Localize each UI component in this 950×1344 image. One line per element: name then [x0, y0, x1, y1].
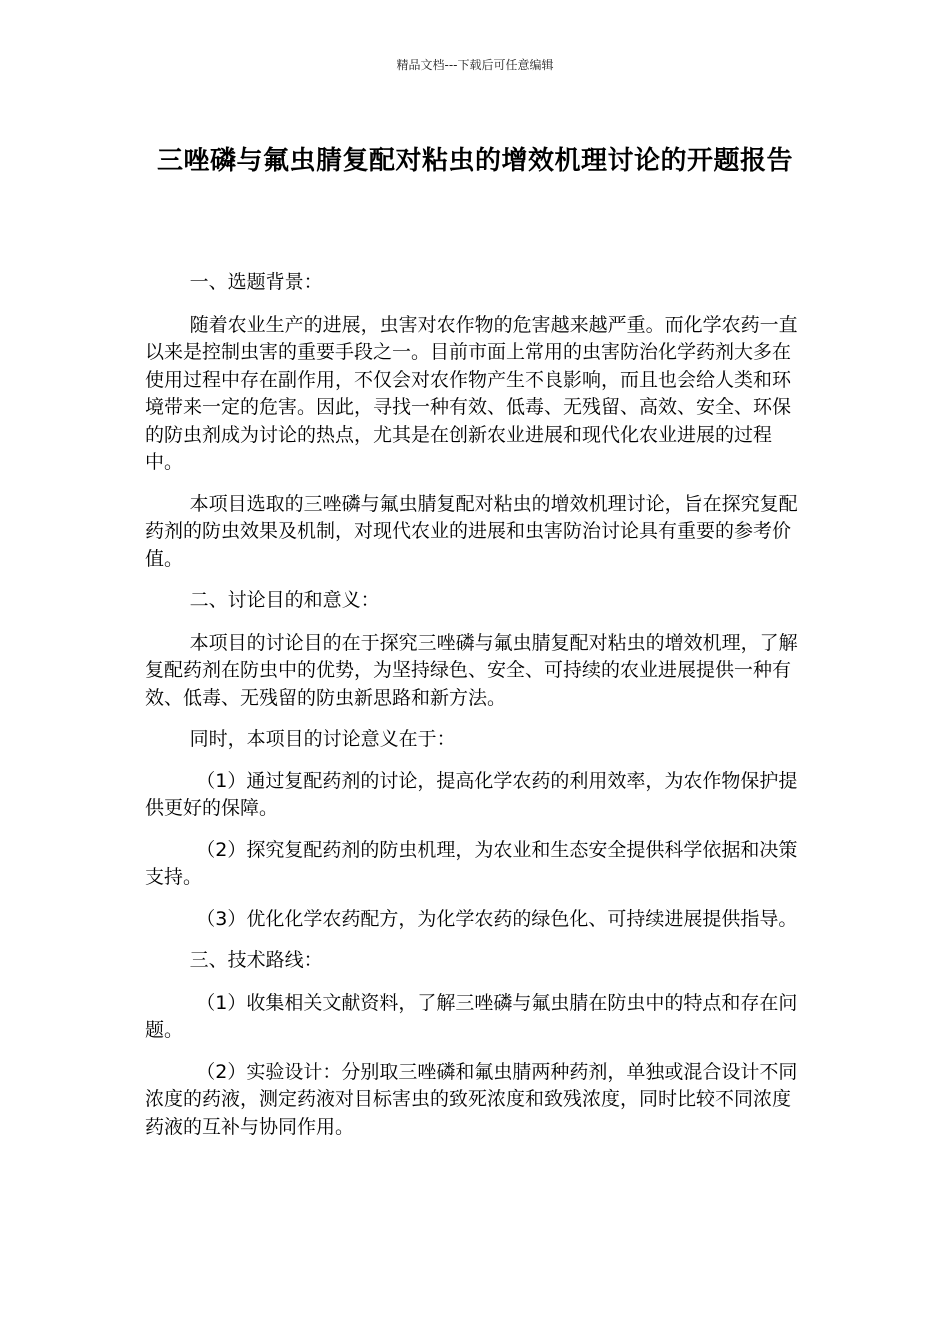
paragraph-project-intro: 本项目选取的三唑磷与氟虫腈复配对粘虫的增效机理讨论，旨在探究复配药剂的防虫效果及机制，对现代农业的进展和虫害防治讨论具有重要的参考价值。 [145, 492, 798, 570]
list-item-significance-3: （3）优化化学农药配方，为化学农药的绿色化、可持续进展提供指导。 [196, 907, 798, 930]
list-item-significance-2: （2）探究复配药剂的防虫机理，为农业和生态安全提供科学依据和决策支持。 [145, 838, 798, 888]
document-title: 三唑磷与氟虫腈复配对粘虫的增效机理讨论的开题报告 [156, 146, 793, 176]
list-item-route-2: （2）实验设计：分别取三唑磷和氟虫腈两种药剂，单独或混合设计不同浓度的药液，测定药液对目标害虫的致死浓度和致残浓度，同时比较不同浓度药液的互补与协同作用。 [145, 1060, 798, 1138]
list-item-significance-1: （1）通过复配药剂的讨论，提高化学农药的利用效率，为农作物保护提供更好的保障。 [145, 769, 798, 819]
document-body [145, 269, 805, 1155]
page-header: 精品文档---下载后可任意编辑 [396, 58, 554, 72]
list-item-route-1: （1）收集相关文献资料，了解三唑磷与氟虫腈在防虫中的特点和存在问题。 [145, 991, 798, 1041]
paragraph-background: 随着农业生产的进展，虫害对农作物的危害越来越严重。而化学农药一直以来是控制虫害的重要手段之一。目前市面上常用的虫害防治化学药剂大多在使用过程中存在副作用，不仅会对农作物产生不良影响，而且也会给人类和环境带来一定的危害。因此，寻找一种有效、低毒、无残留、高效、安全、环保的防虫剂成为讨论的热点，尤其是在创新农业进展和现代化农业进展的过程中。 [145, 313, 798, 473]
paragraph-significance-intro: 同时，本项目的讨论意义在于： [189, 728, 456, 750]
section-heading-purpose: 二、讨论目的和意义： [189, 589, 380, 611]
section-heading-technical-route: 三、技术路线： [189, 949, 323, 971]
section-heading-background: 一、选题背景： [189, 271, 323, 293]
paragraph-purpose: 本项目的讨论目的在于探究三唑磷与氟虫腈复配对粘虫的增效机理，了解复配药剂在防虫中的优势，为坚持绿色、安全、可持续的农业进展提供一种有效、低毒、无残留的防虫新思路和新方法。 [145, 631, 798, 709]
